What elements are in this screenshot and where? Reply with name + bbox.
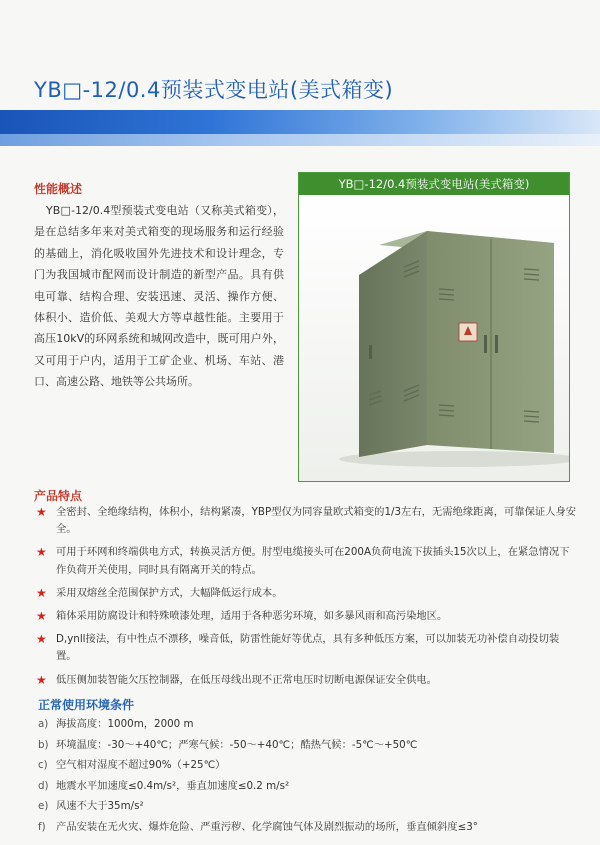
feature-list xyxy=(38,504,578,695)
condition-item: e) 风速不大于35m/s² xyxy=(38,800,144,813)
section-heading-performance: 性能概述 xyxy=(34,182,83,196)
page-title: YB□-12/0.4预装式变电站(美式箱变) xyxy=(34,78,394,102)
title-banner-bar xyxy=(0,110,600,134)
feature-item: ★ 低压侧加装智能欠压控制器，在低压母线出现不正常电压时切断电源保证安全供电。 xyxy=(38,672,578,689)
star-icon: ★ xyxy=(36,585,47,600)
feature-item: ★ 箱体采用防腐设计和特殊喷漆处理，适用于各种恶劣环境，如多暴风雨和高污染地区。 xyxy=(38,608,578,625)
star-icon: ★ xyxy=(36,505,47,519)
title-banner-shadow xyxy=(0,134,600,146)
star-icon: ★ xyxy=(36,545,47,560)
performance-description: YB□-12/0.4型预装式变电站（又称美式箱变），是在总结多年来对美式箱变的现场服务和运行经验的基础上，消化吸收国外先进技术和设计理念，专门为我国城市配网而设计制造的新型产品。具有供电可靠、结构合理、安装迅速、灵活、操作方便、体积小、造价低、美观大方等卓越性能。主要用于高压10kV的环网系统和城网改造中，既可用户外，又可用于户内，适用于工矿企业、机场、车站、港口、高速公路、地铁等公共场所。 xyxy=(34,204,284,389)
section-heading-conditions: 正常使用环境条件 xyxy=(38,698,135,712)
star-icon: ★ xyxy=(36,632,47,647)
conditions-list xyxy=(38,714,578,838)
star-icon: ★ xyxy=(36,609,47,624)
section-heading-features: 产品特点 xyxy=(34,489,83,503)
feature-item: ★ 全密封、全绝缘结构，体积小，结构紧凑，YBP型仅为同容量欧式箱变的1/3左右，无需绝缘距离，可靠保证人身安全。 xyxy=(36,505,577,536)
condition-item: a) 海拔高度：1000m，2000 m xyxy=(38,718,194,730)
feature-item: ★ 可用于环网和终端供电方式，转换灵活方便。肘型电缆接头可在200A负荷电流下拔插头15次以上，在紧急情况下作负荷开关使用，同时具有隔离开关的特点。 xyxy=(36,545,570,576)
feature-item: ★ 采用双熔丝全范围保护方式，大幅降低运行成本。 xyxy=(38,585,578,602)
condition-item: f) 产品安装在无火灾、爆炸危险、严重污秽、化学腐蚀气体及剧烈振动的场所，垂直倾斜度≤3° xyxy=(38,820,478,833)
condition-item: b) 环境温度：-30～+40℃；严寒气候：-50～+40℃；酷热气候：-5℃～+50℃ xyxy=(38,738,418,751)
feature-item: ★ D,ynll接法，有中性点不漂移，噪音低，防雷性能好等优点，具有多种低压方案，可以加装无功补偿自动投切装置。 xyxy=(36,632,560,663)
condition-item: c) 空气相对湿度不超过90%（+25℃） xyxy=(38,759,226,772)
condition-item: d) 地震水平加速度≤0.4m/s²，垂直加速度≤0.2 m/s² xyxy=(38,779,290,792)
star-icon: ★ xyxy=(36,672,47,687)
product-figure xyxy=(298,172,570,482)
product-photo xyxy=(299,195,569,481)
substation-cabinet-image xyxy=(299,195,569,481)
product-figure-title: YB□-12/0.4预装式变电站(美式箱变) xyxy=(299,173,569,195)
